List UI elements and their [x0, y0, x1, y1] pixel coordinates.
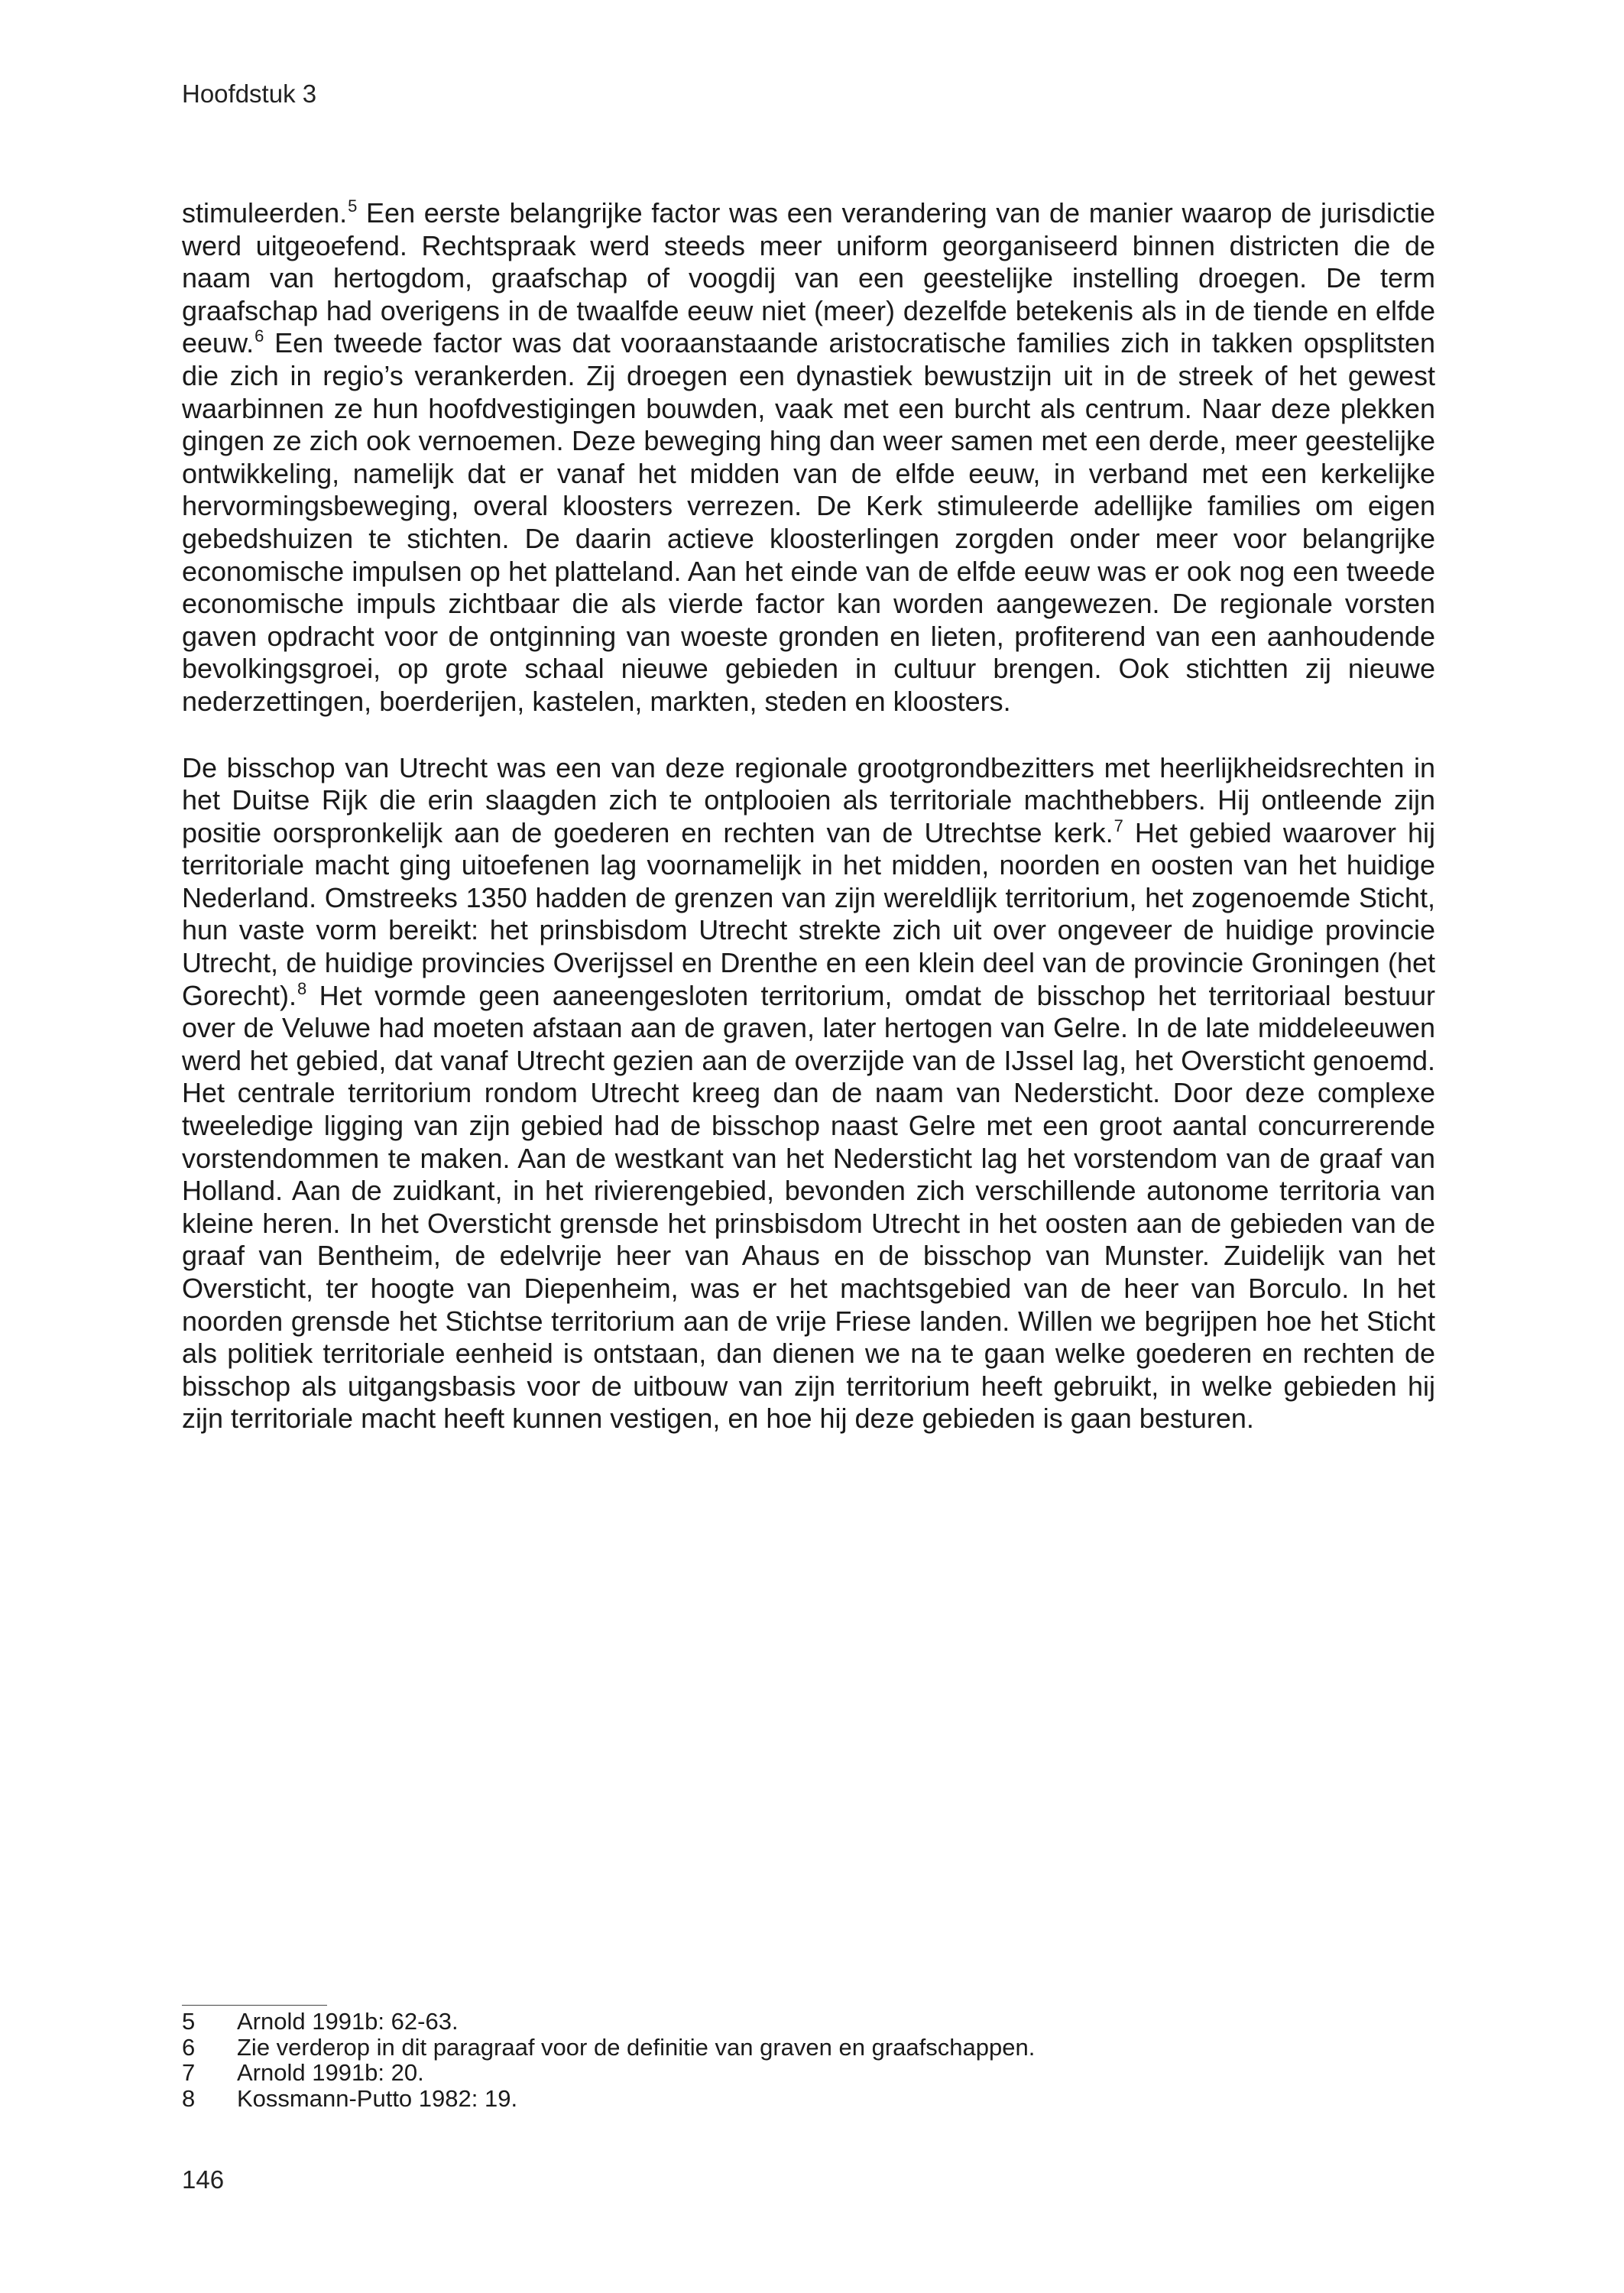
text-run: Het vormde geen aaneengesloten territorium, omdat de bisschop het territoriaal bestuur over de Veluwe had moeten afstaan aan de graven, later hertogen van Gelre. In de late middeleeuwen werd het gebied, dat vanaf Utrecht gezien aan de overzijde van de IJssel lag, het Oversticht genoemd. Het centrale territorium rondom Utrecht kreeg dan de naam van Nedersticht. Door deze complexe tweeledige ligging van zijn gebied had de bisschop naast Gelre met een groot aantal concurrerende vorstendommen te maken. Aan de westkant van het Nedersticht lag het vorstendom van de graaf van Holland. Aan de zuidkant, in het rivierengebied, bevonden zich verschillende autonome territoria van kleine heren. In het Oversticht grensde het prinsbisdom Utrecht in het oosten aan de gebieden van de graaf van Bentheim, de edelvrije heer van Ahaus en de bisschop van Munster. Zuidelijk van het Oversticht, ter hoogte van Diepenheim, was er het machtsgebied van de heer van Borculo. In het noorden grensde het Stichtse territorium aan de vrije Friese landen. Willen we begrijpen hoe het Sticht als politiek territoriale eenheid is ontstaan, dan dienen we na te gaan welke goederen en rechten de bisschop als uitgangsbasis voor de uitbouw van zijn territorium heeft gebruikt, in welke gebieden hij zijn territoriale macht heeft kunnen vestigen, en hoe hij deze gebieden is gaan besturen. — [182, 979, 1435, 1435]
footnote-reference: 5 — [348, 196, 358, 216]
footnote-reference: 6 — [254, 326, 264, 346]
footnote-number: 6 — [182, 2033, 196, 2061]
text-run: De bisschop van Utrecht was een van deze regionale grootgrondbezitters met heerlijkheidsrechten in het Duitse Rijk die erin slaagden zich te ontplooien als territoriale machthebbers. Hij ontleende zijn positie oorspronkelijk aan de goederen en rechten van de Utrechtse kerk. — [182, 751, 1435, 848]
footnote — [182, 2035, 1435, 2061]
paragraph — [182, 197, 1435, 718]
running-header: Hoofdstuk 3 — [182, 79, 317, 108]
footnote-text: Arnold 1991b: 62-63. — [237, 2008, 459, 2035]
footnote-text: Zie verderop in dit paragraaf voor de definitie van graven en graafschappen. — [237, 2033, 1036, 2061]
footnote-text: Arnold 1991b: 20. — [237, 2059, 424, 2086]
footnote-text: Kossmann-Putto 1982: 19. — [237, 2084, 518, 2112]
text-run: stimuleerden. — [182, 197, 348, 229]
footnote-reference: 8 — [297, 978, 307, 998]
footnote — [182, 2060, 1435, 2086]
page-number: 146 — [182, 2165, 225, 2194]
footnote — [182, 2086, 1435, 2112]
paragraph — [182, 752, 1435, 1435]
footnote-number: 7 — [182, 2059, 196, 2086]
text-run: Een tweede factor was dat vooraanstaande aristocratische families zich in takken opsplitsten die zich in regio’s verankerden. Zij droegen een dynastiek bewustzijn uit in de streek of het gewest waarbinnen ze hun hoofdvestigingen bouwden, vaak met een burcht als centrum. Naar deze plekken gingen ze zich ook vernoemen. Deze beweging hing dan weer samen met een derde, meer geestelijke ontwikkeling, namelijk dat er vanaf het midden van de elfde eeuw, in verband met een kerkelijke hervormingsbeweging, overal kloosters verrezen. De Kerk stimuleerde adellijke families om eigen gebedshuizen te stichten. De daarin actieve kloosterlingen zorgden onder meer voor belangrijke economische impulsen op het platteland. Aan het einde van de elfde eeuw was er ook nog een tweede economische impuls zichtbaar die als vierde factor kan worden aangewezen. De regionale vorsten gaven opdracht voor de ontginning van woeste gronden en lieten, profiterend van een aanhoudende bevolkingsgroei, op grote schaal nieuwe gebieden in cultuur brengen. Ook stichtten zij nieuwe nederzettingen, boerderijen, kastelen, markten, steden en kloosters. — [182, 327, 1435, 717]
footnote-reference: 7 — [1113, 816, 1123, 835]
footnote-number: 8 — [182, 2084, 196, 2112]
footnote-number: 5 — [182, 2008, 196, 2035]
footnote — [182, 2009, 1435, 2035]
text-run: Een eerste belangrijke factor was een verandering van de manier waarop de jurisdictie werd uitgeoefend. Rechtspraak werd steeds meer uniform georganiseerd binnen districten die de naam van hertogdom, graafschap of voogdij van een geestelijke instelling droegen. De term graafschap had overigens in de twaalfde eeuw niet (meer) dezelfde betekenis als in de tiende en elfde eeuw. — [182, 197, 1435, 359]
footnote-separator — [182, 2005, 327, 2006]
footnotes — [182, 2009, 1435, 2111]
body-text — [182, 197, 1435, 1435]
text-run: Het gebied waarover hij territoriale macht ging uitoefenen lag voornamelijk in het midden, noorden en oosten van het huidige Nederland. Omstreeks 1350 hadden de grenzen van zijn wereldlijk territorium, het zogenoemde Sticht, hun vaste vorm bereikt: het prinsbisdom Utrecht strekte zich uit over ongeveer de huidige provincie Utrecht, de huidige provincies Overijssel en Drenthe en een klein deel van de provincie Groningen (het Gorecht). — [182, 816, 1435, 1011]
